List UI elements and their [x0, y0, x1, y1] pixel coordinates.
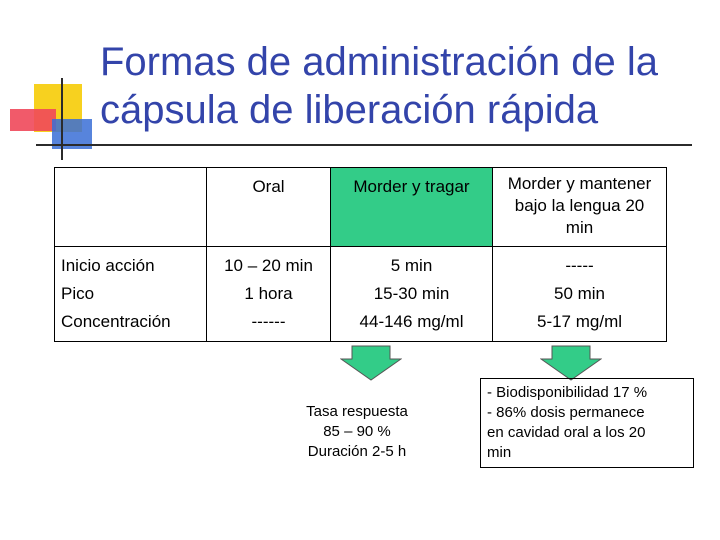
header-oral: Oral	[207, 168, 331, 247]
result-duracion: Duración 2-5 h	[307, 443, 407, 460]
slide-title: Formas de administración de la cápsula de liberación rápida	[100, 40, 659, 132]
result-porcentaje: 85 – 90 %	[323, 423, 391, 440]
result-biodisponibilidad: - Biodisponibilidad 17 %	[487, 384, 648, 401]
decor-vertical-line	[61, 78, 63, 160]
decor-horizontal-line	[36, 144, 692, 146]
mantener-inicio: -----	[565, 256, 594, 275]
result-sublingual-box	[480, 378, 694, 468]
tragar-pico: 15-30 min	[373, 284, 450, 303]
header-empty-cell	[55, 168, 207, 247]
label-inicio-accion: Inicio acción	[61, 256, 155, 275]
table-header-row	[55, 168, 667, 247]
header-morder-mantener: Morder y mantener bajo la lengua 20 min	[493, 168, 667, 247]
decor-red-bar	[10, 109, 56, 131]
result-oral-tragar	[282, 402, 432, 462]
result-cavidad: en cavidad oral a los 20	[487, 424, 646, 441]
row-labels-cell	[55, 247, 207, 342]
down-arrow-icon	[540, 345, 602, 381]
mantener-concentracion: 5-17 mg/ml	[536, 312, 623, 331]
label-concentracion: Concentración	[61, 312, 171, 331]
tragar-inicio: 5 min	[390, 256, 433, 275]
result-min: min	[487, 444, 512, 461]
morder-tragar-values-cell	[331, 247, 493, 342]
tragar-concentracion: 44-146 mg/ml	[359, 312, 464, 331]
oral-concentracion: ------	[251, 312, 286, 331]
mantener-pico: 50 min	[553, 284, 606, 303]
result-tasa-respuesta: Tasa respuesta	[306, 403, 408, 420]
header-morder-tragar: Morder y tragar	[331, 168, 493, 247]
oral-pico: 1 hora	[244, 284, 293, 303]
oral-inicio: 10 – 20 min	[224, 256, 313, 275]
morder-mantener-values-cell	[493, 247, 667, 342]
label-pico: Pico	[61, 284, 95, 303]
down-arrow-icon	[340, 345, 402, 381]
administration-table	[54, 167, 667, 342]
table-row	[55, 247, 667, 342]
oral-values-cell	[207, 247, 331, 342]
result-dosis: - 86% dosis permanece	[487, 404, 645, 421]
